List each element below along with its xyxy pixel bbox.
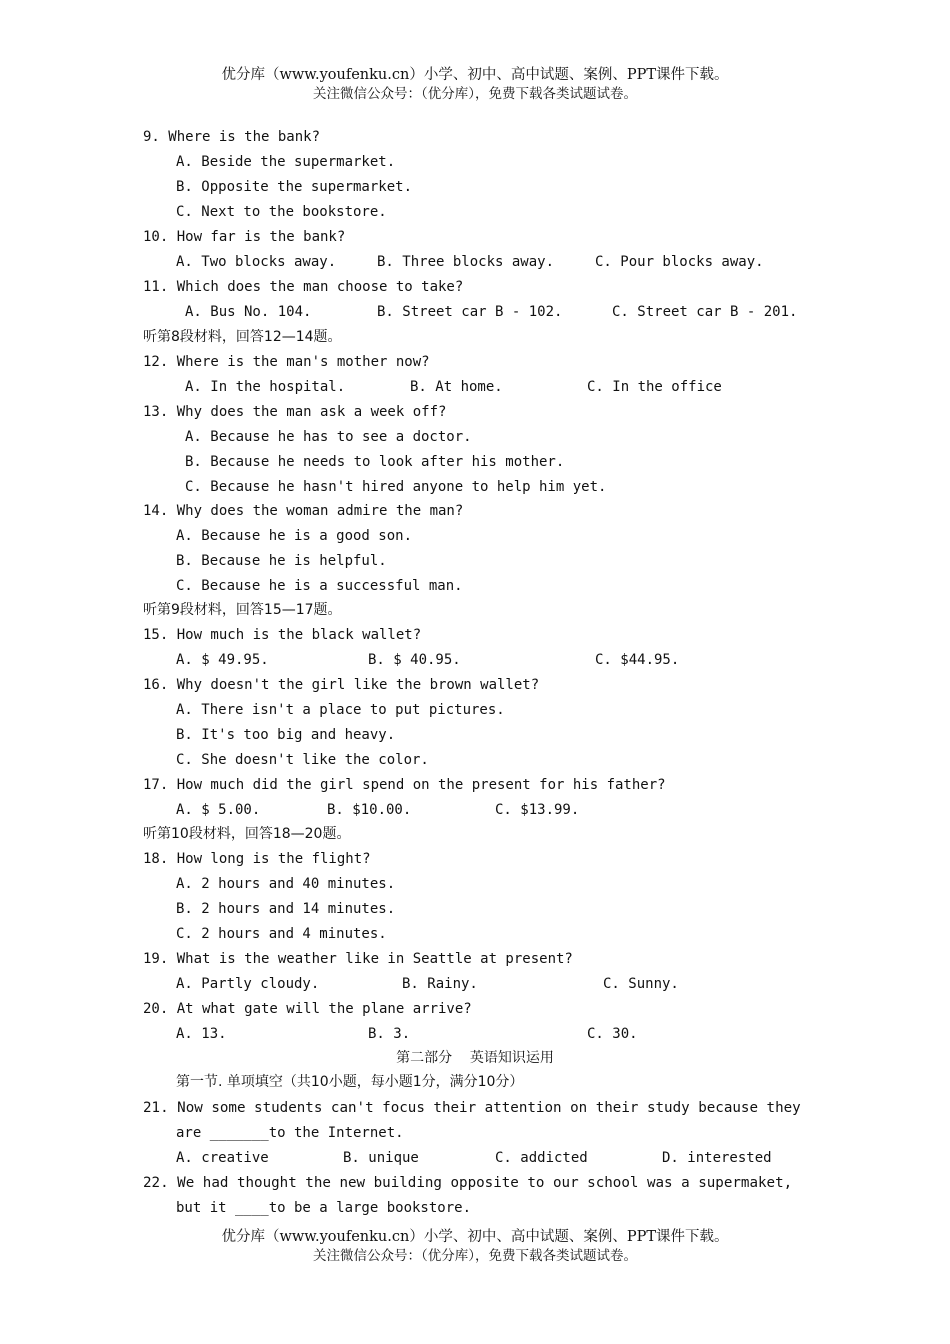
question-20-option-b: B. 3. xyxy=(368,1026,411,1042)
question-11-option-a: A. Bus No. 104. xyxy=(185,304,312,320)
question-11-stem: 11. Which does the man choose to take? xyxy=(143,279,464,295)
section-10-heading: 听第10段材料，回答18—20题。 xyxy=(143,826,351,842)
question-22-stem: 22. We had thought the new building opposite to our school was a supermaket, xyxy=(143,1175,793,1191)
section-8-heading: 听第8段材料，回答12—14题。 xyxy=(143,329,342,345)
question-14-option-a: A. Because he is a good son. xyxy=(176,528,413,544)
question-12-option-c: C. In the office xyxy=(587,379,722,395)
question-15-option-b: B. $ 40.95. xyxy=(368,652,461,668)
question-19-option-c: C. Sunny. xyxy=(603,976,679,992)
footer-line-1: 优分库（www.youfenku.cn）小学、初中、高中试题、案例、PPT课件下载。 xyxy=(221,1229,729,1245)
question-16-option-b: B. It's too big and heavy. xyxy=(176,727,396,743)
question-17-option-b: B. $10.00. xyxy=(327,802,412,818)
question-13-option-b: B. Because he needs to look after his mother. xyxy=(185,454,565,470)
question-14-option-c: C. Because he is a successful man. xyxy=(176,578,463,594)
question-10-stem: 10. How far is the bank? xyxy=(143,229,346,245)
question-20-option-a: A. 13. xyxy=(176,1026,227,1042)
question-13-option-c: C. Because he hasn't hired anyone to help him yet. xyxy=(185,479,607,495)
question-18-stem: 18. How long is the flight? xyxy=(143,851,371,867)
question-16-option-a: A. There isn't a place to put pictures. xyxy=(176,702,505,718)
question-20-option-c: C. 30. xyxy=(587,1026,638,1042)
question-15-stem: 15. How much is the black wallet? xyxy=(143,627,422,643)
question-9-option-a: A. Beside the supermarket. xyxy=(176,154,396,170)
question-11-option-b: B. Street car B - 102. xyxy=(377,304,563,320)
footer-line-2: 关注微信公众号：（优分库），免费下载各类试题试卷。 xyxy=(313,1248,637,1264)
question-14-option-b: B. Because he is helpful. xyxy=(176,553,387,569)
question-21-stem-continued: are _______to the Internet. xyxy=(176,1125,404,1141)
question-19-option-b: B. Rainy. xyxy=(402,976,478,992)
question-22-stem-continued: but it ____to be a large bookstore. xyxy=(176,1200,472,1216)
question-12-stem: 12. Where is the man's mother now? xyxy=(143,354,430,370)
question-21-option-d: D. interested xyxy=(662,1150,772,1166)
part-2-section-1-heading: 第一节. 单项填空（共10小题，每小题1分，满分10分） xyxy=(176,1074,524,1090)
question-13-option-a: A. Because he has to see a doctor. xyxy=(185,429,472,445)
question-10-option-a: A. Two blocks away. xyxy=(176,254,337,270)
question-16-stem: 16. Why doesn't the girl like the brown wallet? xyxy=(143,677,540,693)
question-15-option-a: A. $ 49.95. xyxy=(176,652,269,668)
question-21-option-c: C. addicted xyxy=(495,1150,588,1166)
question-20-stem: 20. At what gate will the plane arrive? xyxy=(143,1001,472,1017)
section-9-heading: 听第9段材料，回答15—17题。 xyxy=(143,602,342,618)
question-21-option-a: A. creative xyxy=(176,1150,269,1166)
question-12-option-b: B. At home. xyxy=(410,379,503,395)
question-21-option-b: B. unique xyxy=(343,1150,419,1166)
question-13-stem: 13. Why does the man ask a week off? xyxy=(143,404,447,420)
question-11-option-c: C. Street car B - 201. xyxy=(612,304,798,320)
question-15-option-c: C. $44.95. xyxy=(595,652,680,668)
question-9-stem: 9. Where is the bank? xyxy=(143,129,321,145)
part-2-heading: 第二部分 英语知识运用 xyxy=(396,1050,554,1066)
question-9-option-b: B. Opposite the supermarket. xyxy=(176,179,413,195)
question-10-option-c: C. Pour blocks away. xyxy=(595,254,764,270)
question-17-option-a: A. $ 5.00. xyxy=(176,802,261,818)
question-17-stem: 17. How much did the girl spend on the present for his father? xyxy=(143,777,666,793)
question-9-option-c: C. Next to the bookstore. xyxy=(176,204,387,220)
question-16-option-c: C. She doesn't like the color. xyxy=(176,752,429,768)
question-18-option-c: C. 2 hours and 4 minutes. xyxy=(176,926,387,942)
header-line-1: 优分库（www.youfenku.cn）小学、初中、高中试题、案例、PPT课件下载。 xyxy=(221,67,729,83)
question-19-option-a: A. Partly cloudy. xyxy=(176,976,320,992)
question-19-stem: 19. What is the weather like in Seattle at present? xyxy=(143,951,573,967)
header-line-2: 关注微信公众号：（优分库），免费下载各类试题试卷。 xyxy=(313,86,637,102)
question-17-option-c: C. $13.99. xyxy=(495,802,580,818)
question-21-stem: 21. Now some students can't focus their attention on their study because they xyxy=(143,1100,801,1116)
question-18-option-a: A. 2 hours and 40 minutes. xyxy=(176,876,396,892)
question-10-option-b: B. Three blocks away. xyxy=(377,254,555,270)
question-12-option-a: A. In the hospital. xyxy=(185,379,346,395)
question-18-option-b: B. 2 hours and 14 minutes. xyxy=(176,901,396,917)
question-14-stem: 14. Why does the woman admire the man? xyxy=(143,503,464,519)
